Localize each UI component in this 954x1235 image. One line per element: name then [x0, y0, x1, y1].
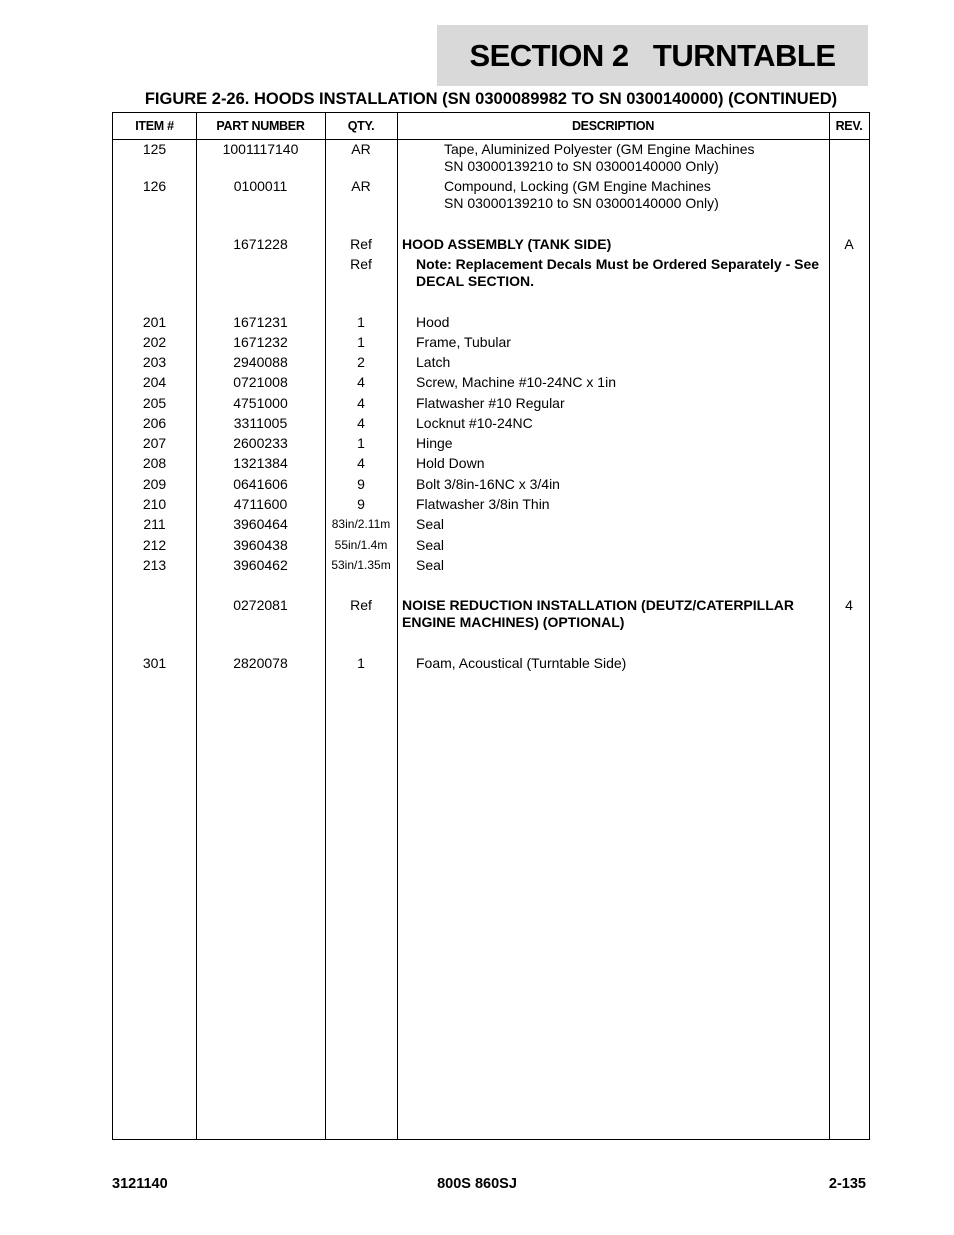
part-number: 0100011: [233, 178, 288, 194]
item-number: 201: [142, 314, 167, 330]
parts-table: [112, 112, 870, 1140]
description: [402, 141, 829, 175]
description: [402, 178, 829, 212]
part-number: 1001117140: [222, 141, 299, 157]
quantity: Ref: [350, 597, 372, 613]
quantity: 9: [357, 496, 365, 512]
part-number: 1671232: [233, 334, 288, 350]
part-number: 3960462: [233, 557, 288, 573]
description: Hinge: [416, 435, 453, 451]
description: [402, 597, 829, 631]
description-line: Compound, Locking (GM Engine Machines: [444, 178, 711, 194]
description: Locknut #10-24NC: [416, 415, 533, 431]
description: Foam, Acoustical (Turntable Side): [416, 655, 627, 671]
description: Seal: [416, 516, 445, 532]
revision: 4: [845, 597, 853, 613]
item-number: 210: [142, 496, 167, 512]
quantity: 4: [357, 374, 365, 390]
description-line: NOISE REDUCTION INSTALLATION (DEUTZ/CATERPILLAR: [402, 597, 794, 613]
description: Seal: [416, 557, 445, 573]
item-number: 126: [142, 178, 167, 194]
quantity: 2: [357, 354, 365, 370]
quantity: 1: [357, 314, 365, 330]
quantity: 4: [357, 455, 365, 471]
part-number: 1671231: [233, 314, 288, 330]
item-number: 301: [142, 655, 167, 671]
quantity: 1: [357, 334, 365, 350]
description-line: SN 03000139210 to SN 03000140000 Only): [444, 158, 719, 174]
description-line: Tape, Aluminized Polyester (GM Engine Machines: [444, 141, 755, 157]
item-number: 207: [142, 435, 167, 451]
item-number: 209: [142, 476, 167, 492]
quantity: 83in/2.11m: [331, 517, 391, 531]
part-number: 1671228: [233, 236, 288, 252]
part-number: 3311005: [233, 415, 288, 431]
description: [402, 236, 829, 253]
description: Flatwasher #10 Regular: [416, 395, 565, 411]
item-number: 208: [142, 455, 167, 471]
part-number: 2940088: [233, 354, 288, 370]
quantity: 1: [357, 655, 365, 671]
item-number: 211: [143, 516, 166, 532]
section-title: SECTION 2 TURNTABLE: [437, 25, 868, 86]
quantity: 1: [357, 435, 365, 451]
item-number: 213: [142, 557, 167, 573]
footer-page-number: 2-135: [828, 1176, 866, 1192]
item-number: 203: [142, 354, 167, 370]
footer-manual-number: 3121140: [112, 1176, 168, 1192]
part-number: 2600233: [233, 435, 288, 451]
item-number: 212: [142, 537, 167, 553]
description-line: HOOD ASSEMBLY (TANK SIDE): [402, 236, 612, 252]
description: Flatwasher 3/8in Thin: [416, 496, 550, 512]
item-number: 204: [142, 374, 167, 390]
item-number: 206: [142, 415, 167, 431]
quantity: 55in/1.4m: [334, 538, 388, 552]
quantity: 9: [357, 476, 365, 492]
description: Bolt 3/8in-16NC x 3/4in: [416, 476, 560, 492]
quantity: AR: [351, 178, 371, 194]
description-line: ENGINE MACHINES) (OPTIONAL): [402, 614, 625, 630]
part-number: 2820078: [233, 655, 288, 671]
description: Frame, Tubular: [416, 334, 511, 350]
header-divider: [113, 139, 869, 140]
figure-title: FIGURE 2-26. HOODS INSTALLATION (SN 0300089982 TO SN 0300140000) (CONTINUED): [144, 90, 838, 108]
description: Latch: [416, 354, 451, 370]
part-number: 3960438: [233, 537, 288, 553]
column-header-description: DESCRIPTION: [571, 119, 655, 133]
quantity: 4: [357, 415, 365, 431]
description-line: SN 03000139210 to SN 03000140000 Only): [444, 195, 719, 211]
part-number: 1321384: [233, 455, 288, 471]
description-line: DECAL SECTION.: [416, 273, 534, 289]
column-divider: [196, 113, 197, 1139]
part-number: 0272081: [233, 597, 288, 613]
column-divider: [397, 113, 398, 1139]
description: Hood: [416, 314, 450, 330]
footer-model: 800S 860SJ: [437, 1176, 517, 1192]
revision: A: [844, 236, 854, 252]
description-line: Note: Replacement Decals Must be Ordered Separately - See: [416, 256, 820, 272]
column-header-part-number: PART NUMBER: [216, 119, 305, 133]
part-number: 4751000: [233, 395, 288, 411]
part-number: 4711600: [233, 496, 288, 512]
description: Screw, Machine #10-24NC x 1in: [416, 374, 616, 390]
column-header-rev: REV.: [835, 119, 863, 133]
quantity: 53in/1.35m: [331, 558, 391, 572]
column-divider: [829, 113, 830, 1139]
description: Hold Down: [416, 455, 485, 471]
part-number: 3960464: [233, 516, 288, 532]
description: [402, 256, 829, 290]
column-header-item: ITEM #: [135, 119, 174, 133]
part-number: 0641606: [233, 476, 288, 492]
part-number: 0721008: [233, 374, 288, 390]
column-header-qty: QTY.: [347, 119, 375, 133]
quantity: Ref: [350, 256, 372, 272]
item-number: 205: [142, 395, 167, 411]
description: Seal: [416, 537, 445, 553]
quantity: AR: [351, 141, 371, 157]
item-number: 202: [142, 334, 167, 350]
quantity: 4: [357, 395, 365, 411]
item-number: 125: [142, 141, 167, 157]
quantity: Ref: [350, 236, 372, 252]
